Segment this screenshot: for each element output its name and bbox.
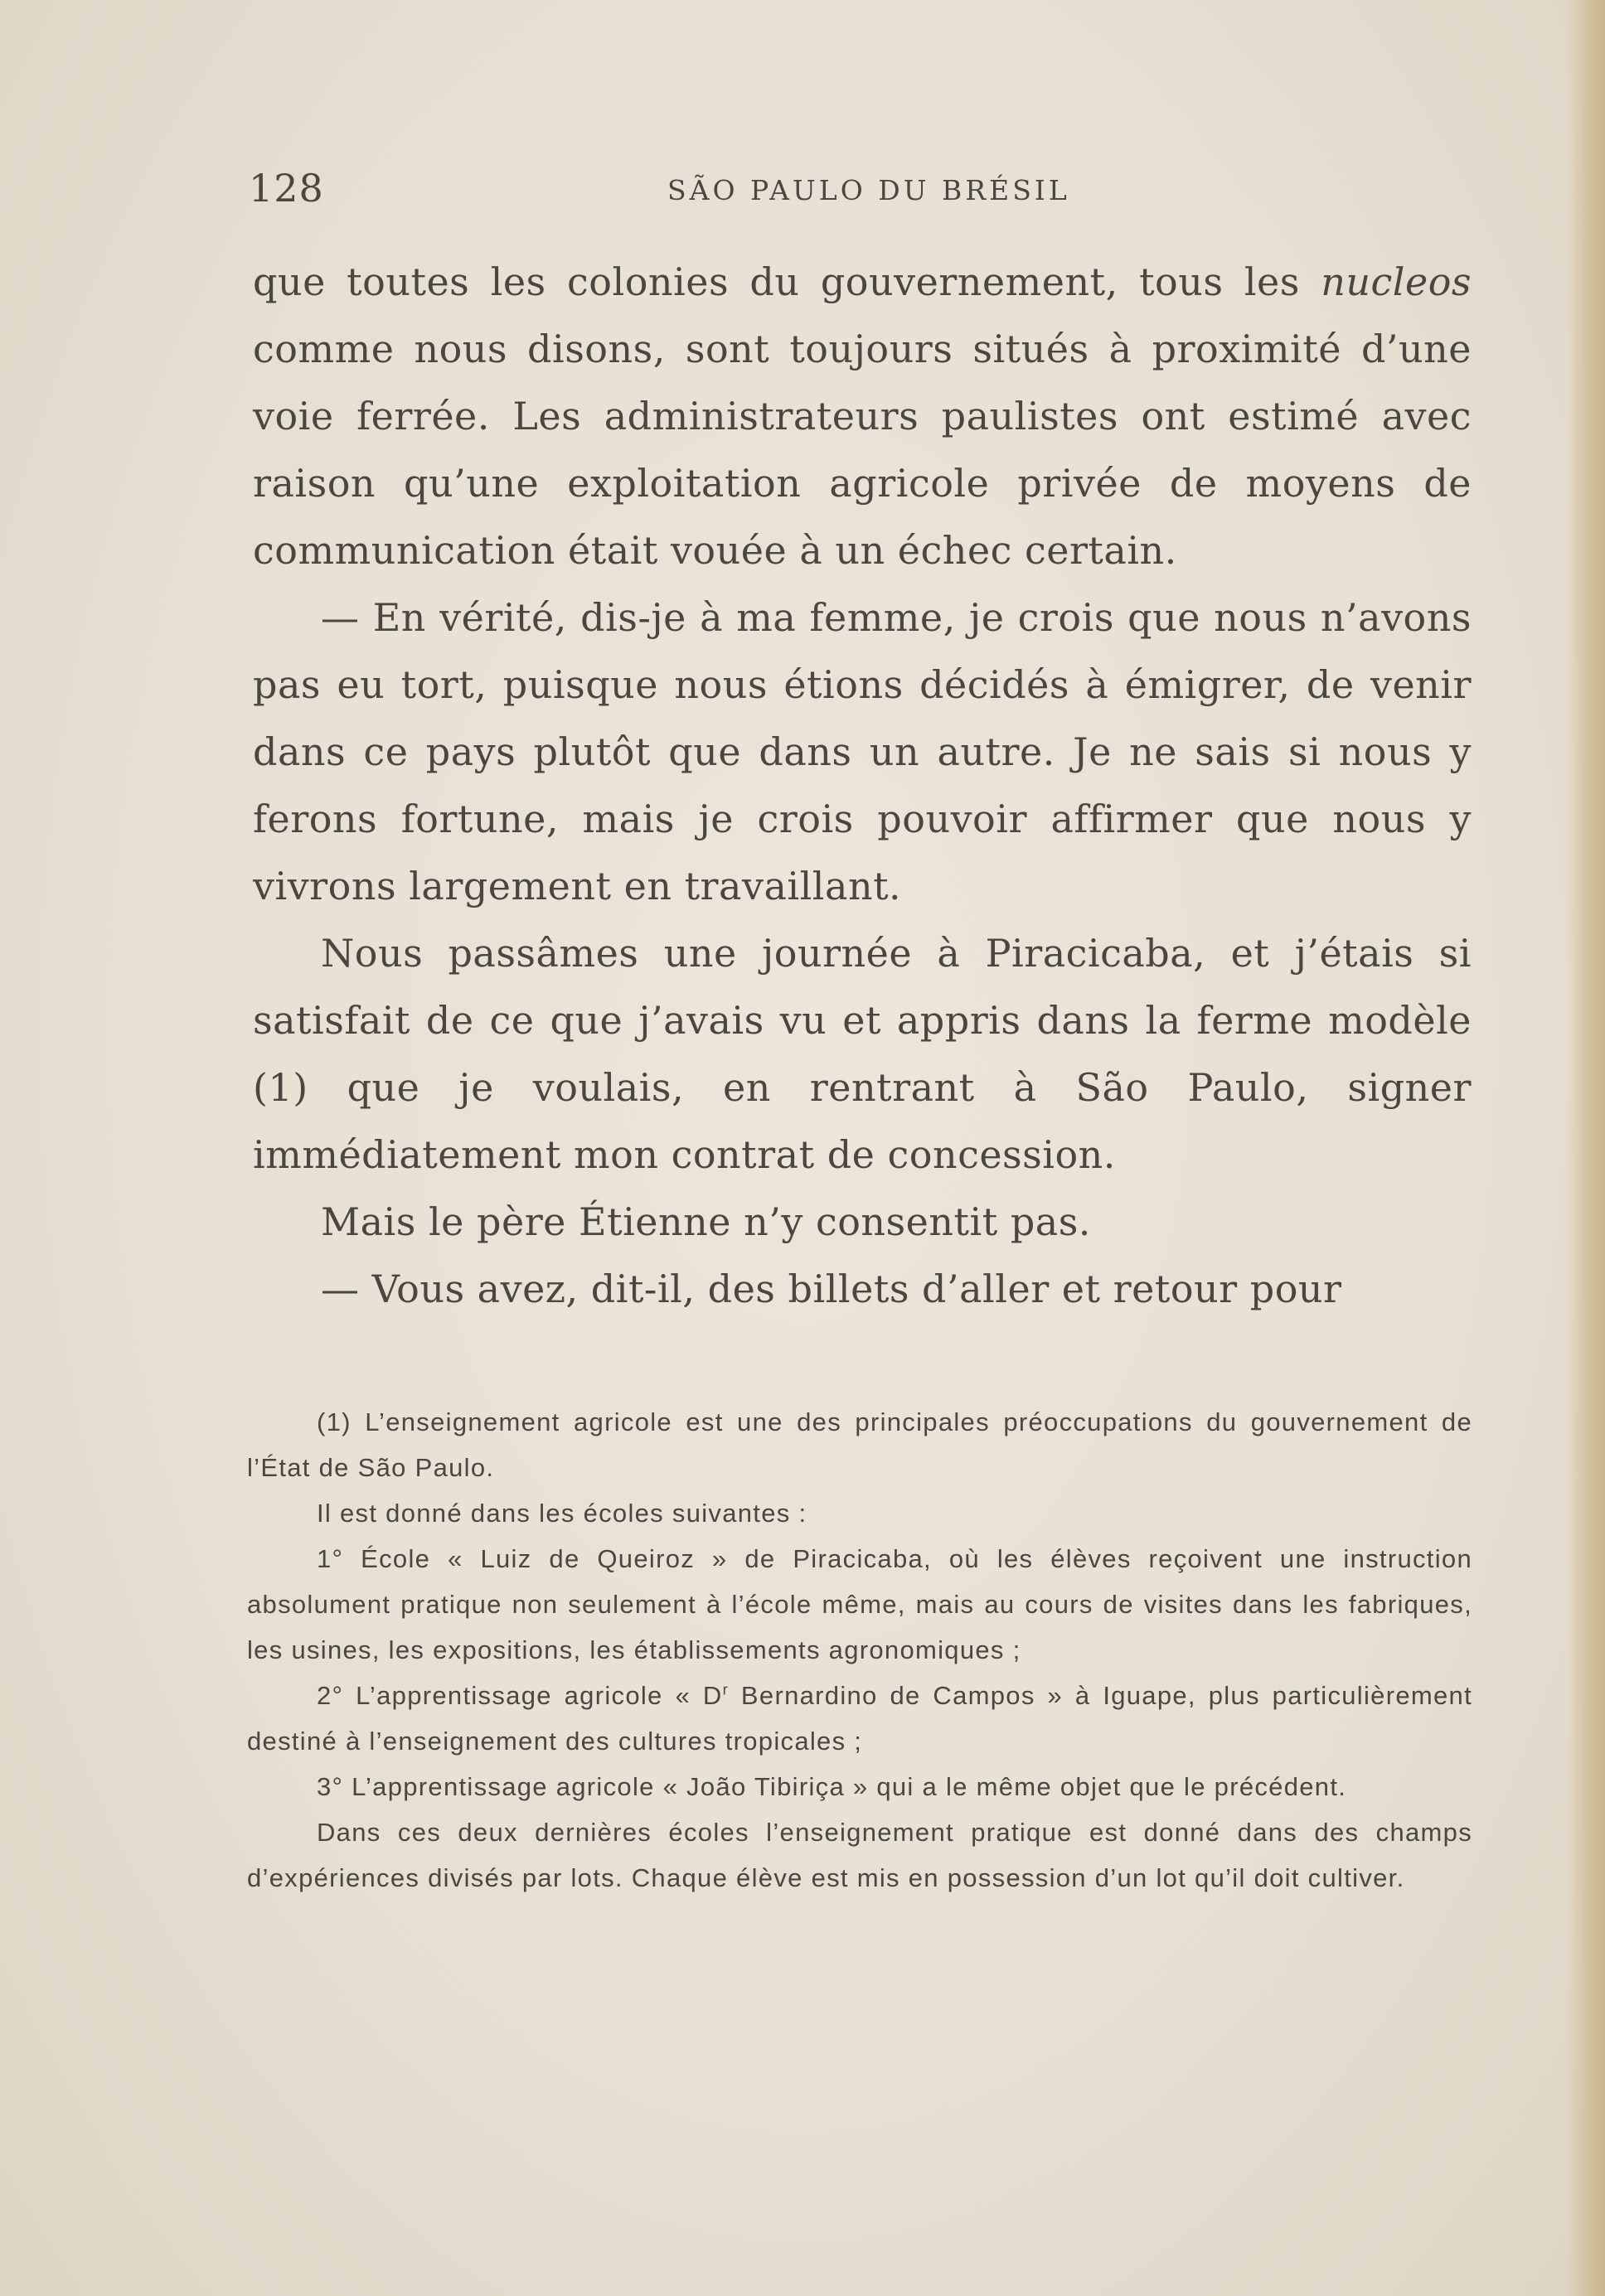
footnote-4-text-b: Bernardino de Campos » à Iguape, plus particulièrement destiné à l’enseignement des cultures tropicales ; <box>247 1681 1472 1756</box>
paragraph-5: — Vous avez, dit-il, des billets d’aller et retour pour <box>321 1267 1342 1311</box>
footnote-6: Dans ces deux dernières écoles l’enseignement pratique est donné dans des champs d’expériences divisés par lots. Chaque élève est mis en possession d’un lot qu’il doit cultiver. <box>247 1818 1472 1892</box>
page-edge-shadow <box>1567 0 1605 2296</box>
paragraph-3: Nous passâmes une journée à Piracicaba, et j’étais si satisfait de ce que j’avais vu et appris dans la ferme modèle (1) que je voulais, en rentrant à São Paulo, signer immédiatement mon contrat de concession. <box>253 931 1472 1177</box>
paragraph-1-text-a: que toutes les colonies du gouvernement, tous les <box>253 259 1321 304</box>
footnote-1: (1) L’enseignement agricole est une des principales préoccupations du gouvernement de l’État de São Paulo. <box>247 1407 1472 1482</box>
footnote-4 <box>247 1673 1472 1764</box>
footnote-block <box>247 1399 1472 1901</box>
italic-term-nucleos: nucleos <box>1321 259 1472 304</box>
running-header <box>249 166 1476 216</box>
paragraph-2: — En vérité, dis-je à ma femme, je crois que nous n’avons pas eu tort, puisque nous étions décidés à émigrer, de venir dans ce pays plutôt que dans un autre. Je ne sais si nous y ferons fortune, mais je crois pouvoir affirmer que nous y vivrons largement en travaillant. <box>253 595 1472 908</box>
main-text <box>253 249 1472 1323</box>
paragraph-1-text-b: comme nous disons, sont toujours situés à proximité d’une voie ferrée. Les administrateurs paulistes ont estimé avec raison qu’une exploitation agricole privée de moyens de communication était vouée à un échec certain. <box>253 327 1472 573</box>
page-number: 128 <box>249 166 324 211</box>
footnote-4-text-a: 2° L’apprentissage agricole « D <box>317 1681 723 1710</box>
paragraph-1 <box>253 249 1472 584</box>
paragraph-4: Mais le père Étienne n’y consentit pas. <box>321 1199 1091 1244</box>
footnote-4-superscript: r <box>722 1680 730 1698</box>
running-title: SÃO PAULO DU BRÉSIL <box>667 174 1070 206</box>
footnote-3: 1° École « Luiz de Queiroz » de Piracicaba, où les élèves reçoivent une instruction absolument pratique non seulement à l’école même, mais au cours de visites dans les fabriques, les usines, les expositions, les établissements agronomiques ; <box>247 1544 1472 1664</box>
footnote-2: Il est donné dans les écoles suivantes : <box>317 1499 807 1528</box>
footnote-5: 3° L’apprentissage agricole « João Tibiriça » qui a le même objet que le précédent. <box>317 1772 1347 1801</box>
